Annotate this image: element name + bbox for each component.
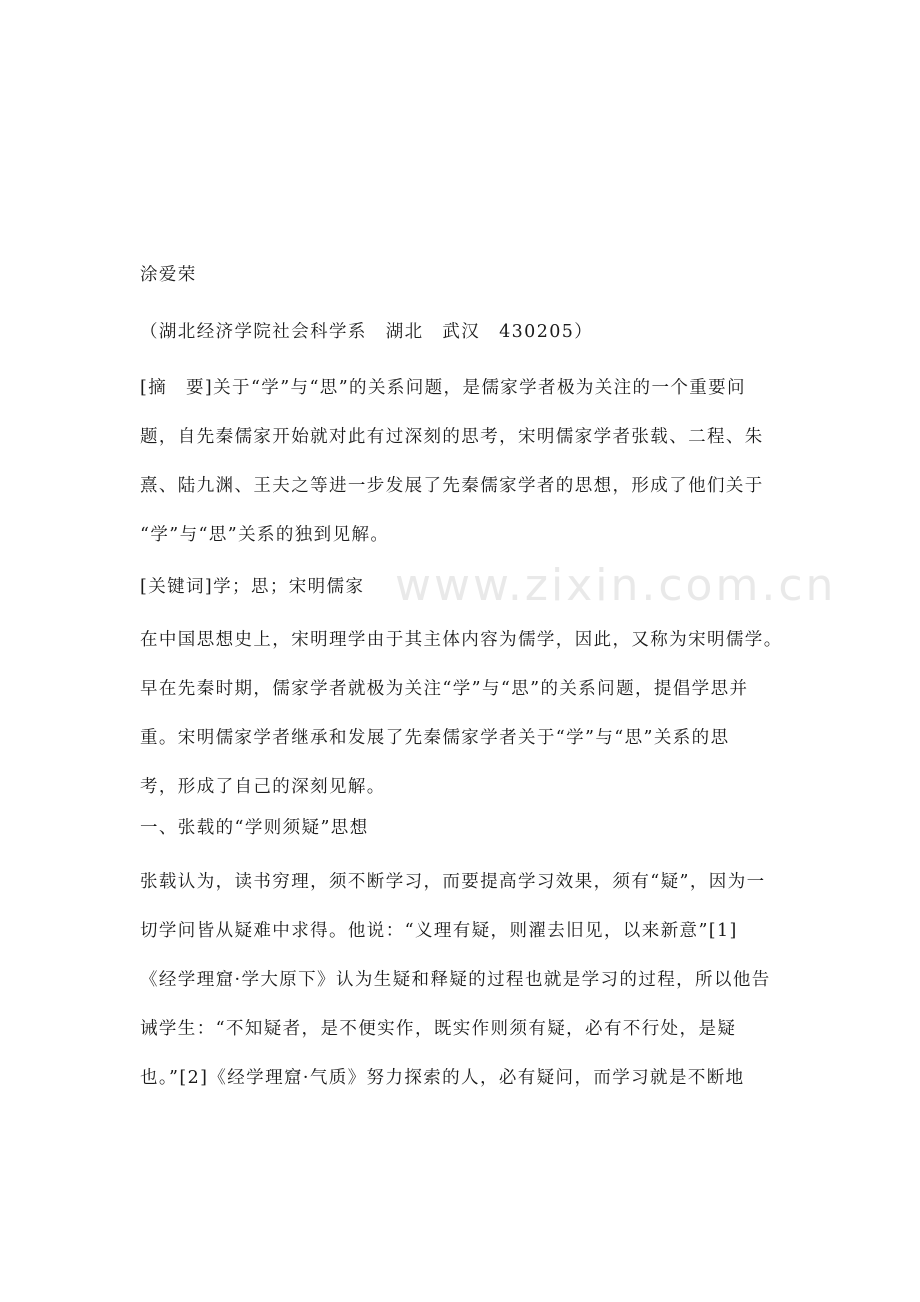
paragraph-line: 也。”[2]《经学理窟·气质》努力探索的人，必有疑问，而学习就是不断地 — [140, 1068, 745, 1088]
section-paragraph — [140, 858, 780, 1103]
abstract-line: 题，自先秦儒家开始就对此有过深刻的思考，宋明儒家学者张载、二程、朱 — [140, 427, 764, 447]
section-heading — [140, 804, 780, 853]
keywords — [140, 563, 780, 612]
paragraph-line: 张载认为，读书穷理，须不断学习，而要提高学习效果，须有“疑”，因为一 — [140, 872, 766, 892]
affiliation-line: （湖北经济学院社会科学系 湖北 武汉 430205） — [140, 322, 594, 342]
abstract-line: [摘 要]关于“学”与“思”的关系问题，是儒家学者极为关注的一个重要问 — [140, 378, 746, 398]
keywords-line: [关键词]学；思；宋明儒家 — [140, 577, 365, 597]
intro-line: 在中国思想史上，宋明理学由于其主体内容为儒学，因此，又称为宋明儒学。 — [140, 630, 783, 650]
abstract-line: 熹、陆九渊、王夫之等进一步发展了先秦儒家学者的思想，形成了他们关于 — [140, 476, 764, 496]
section-heading-line: 一、张载的“学则须疑”思想 — [140, 818, 369, 838]
intro-line: 考，形成了自己的深刻见解。 — [140, 777, 386, 797]
author-affiliation — [140, 308, 780, 357]
paragraph-line: 《经学理窟·学大原下》认为生疑和释疑的过程也就是学习的过程，所以他告 — [140, 970, 771, 990]
intro-paragraph — [140, 616, 783, 812]
intro-line: 早在先秦时期，儒家学者就极为关注“学”与“思”的关系问题，提倡学思并 — [140, 679, 749, 699]
watermark: www.zixin.com.cn — [395, 560, 837, 611]
abstract — [140, 364, 780, 560]
paragraph-line: 切学问皆从疑难中求得。他说：“义理有疑，则濯去旧见，以来新意”[1] — [140, 921, 738, 941]
author-name — [140, 251, 780, 300]
author-line: 涂爱荣 — [140, 265, 197, 285]
abstract-line: “学”与“思”关系的独到见解。 — [140, 525, 390, 545]
intro-line: 重。宋明儒家学者继承和发展了先秦儒家学者关于“学”与“思”关系的思 — [140, 728, 730, 748]
paragraph-line: 诫学生：“不知疑者，是不便实作，既实作则须有疑，必有不行处，是疑 — [140, 1019, 737, 1039]
